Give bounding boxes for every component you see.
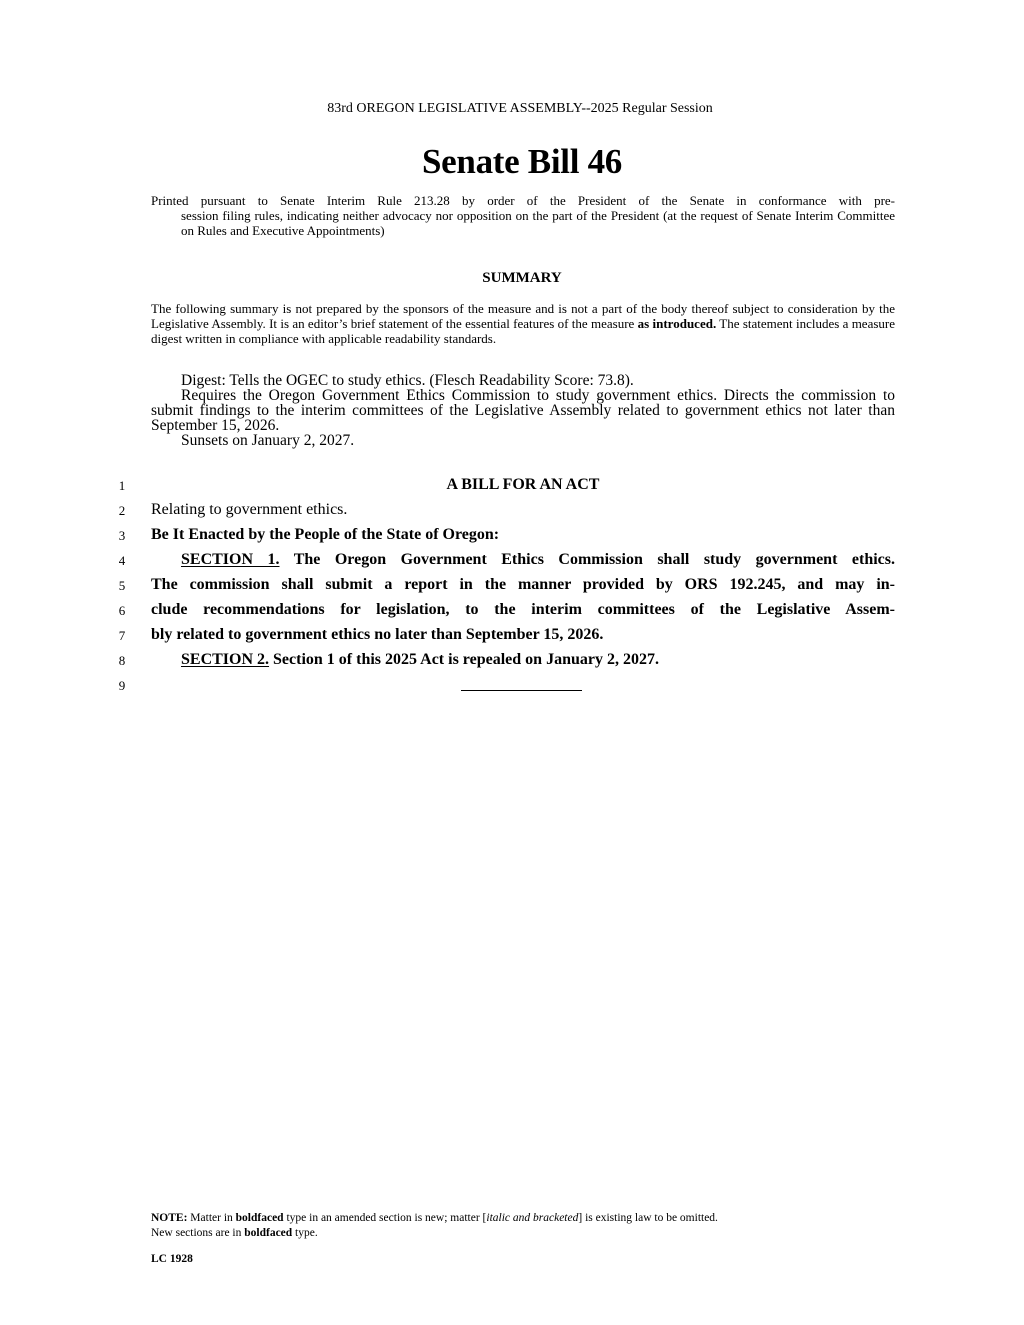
section-2-label: SECTION 2. bbox=[181, 651, 270, 668]
note-text: type. bbox=[292, 1227, 318, 1239]
section-1-line-3: clude recommendations for legislation, to the interim committees of the Legislative Assem- bbox=[151, 601, 895, 618]
requires-paragraph: Requires the Oregon Government Ethics Commission to study government ethics. Directs the commission to submit findings to the interim committees of the Legislative Assembly related to government ethics not later than September 15, 2026. bbox=[151, 387, 895, 434]
line-number: 6 bbox=[118, 603, 126, 618]
digest-block bbox=[151, 373, 895, 448]
note-label: NOTE: bbox=[151, 1212, 188, 1224]
summary-text-after: The statement includes a measure digest written in compliance with applicable readability standards. bbox=[151, 316, 896, 346]
summary-heading: SUMMARY bbox=[482, 270, 562, 286]
enacting-clause: Be It Enacted by the People of the State of Oregon: bbox=[151, 526, 500, 543]
end-of-bill-rule bbox=[461, 690, 582, 691]
note-bold: boldfaced bbox=[244, 1227, 293, 1239]
relating-clause: Relating to government ethics. bbox=[151, 501, 348, 518]
note-line-1 bbox=[151, 1211, 895, 1226]
section-1-line-4: bly related to government ethics no later than September 15, 2026. bbox=[151, 626, 604, 643]
lc-number: LC 1928 bbox=[151, 1253, 193, 1265]
line-number: 7 bbox=[118, 628, 126, 643]
note-text: type in an amended section is new; matter [ bbox=[283, 1212, 487, 1224]
bill-body bbox=[151, 474, 895, 674]
session-header: 83rd OREGON LEGISLATIVE ASSEMBLY--2025 Regular Session bbox=[327, 101, 713, 116]
line-number-column bbox=[112, 478, 132, 703]
line-number: 5 bbox=[118, 578, 126, 593]
summary-text-before: The following summary is not prepared by the sponsors of the measure and is not a part of the body thereof subject to consideration by the Legislative Assembly. It is an editor’s brief statement of the essential features of the measure bbox=[151, 301, 895, 331]
note-text: ] is existing law to be omitted. bbox=[578, 1212, 718, 1224]
section-1-line-2: The commission shall submit a report in the manner provided by ORS 192.245, and may in- bbox=[151, 576, 895, 593]
footer-note bbox=[151, 1211, 895, 1241]
section-1-line-1 bbox=[151, 549, 895, 574]
bill-title: Senate Bill 46 bbox=[422, 142, 622, 181]
section-2-line bbox=[151, 649, 895, 674]
note-text: New sections are in bbox=[151, 1227, 245, 1239]
note-italic: italic and bracketed bbox=[486, 1212, 579, 1224]
section-1-label: SECTION 1. bbox=[181, 551, 280, 568]
act-heading: A BILL FOR AN ACT bbox=[446, 476, 600, 493]
section-1-text: The Oregon Government Ethics Commission shall study government ethics. bbox=[279, 551, 895, 568]
note-text: Matter in bbox=[187, 1212, 236, 1224]
printed-pursuant-rest: session filing rules, indicating neither advocacy nor opposition on the part of the President (at the request of Senate Interim Committee on Rules and Executive Appointments) bbox=[181, 208, 895, 238]
line-number: 1 bbox=[118, 478, 126, 493]
digest-line: Digest: Tells the OGEC to study ethics. (Flesch Readability Score: 73.8). bbox=[181, 372, 634, 389]
note-bold: boldfaced bbox=[235, 1212, 284, 1224]
printed-pursuant-line1: Printed pursuant to Senate Interim Rule 213.28 by order of the President of the Senate in conformance with pre- bbox=[151, 193, 895, 208]
line-number: 8 bbox=[118, 653, 126, 668]
line-number: 3 bbox=[118, 528, 126, 543]
printed-pursuant-statement bbox=[151, 193, 895, 238]
line-number: 4 bbox=[118, 553, 126, 568]
line-number: 9 bbox=[118, 678, 126, 693]
line-number: 2 bbox=[118, 503, 126, 518]
section-2-text: Section 1 of this 2025 Act is repealed on January 2, 2027. bbox=[269, 651, 659, 668]
sunsets-line: Sunsets on January 2, 2027. bbox=[181, 432, 355, 449]
summary-disclaimer bbox=[151, 301, 895, 346]
summary-bold-phrase: as introduced. bbox=[637, 316, 717, 331]
note-line-2 bbox=[151, 1226, 895, 1241]
